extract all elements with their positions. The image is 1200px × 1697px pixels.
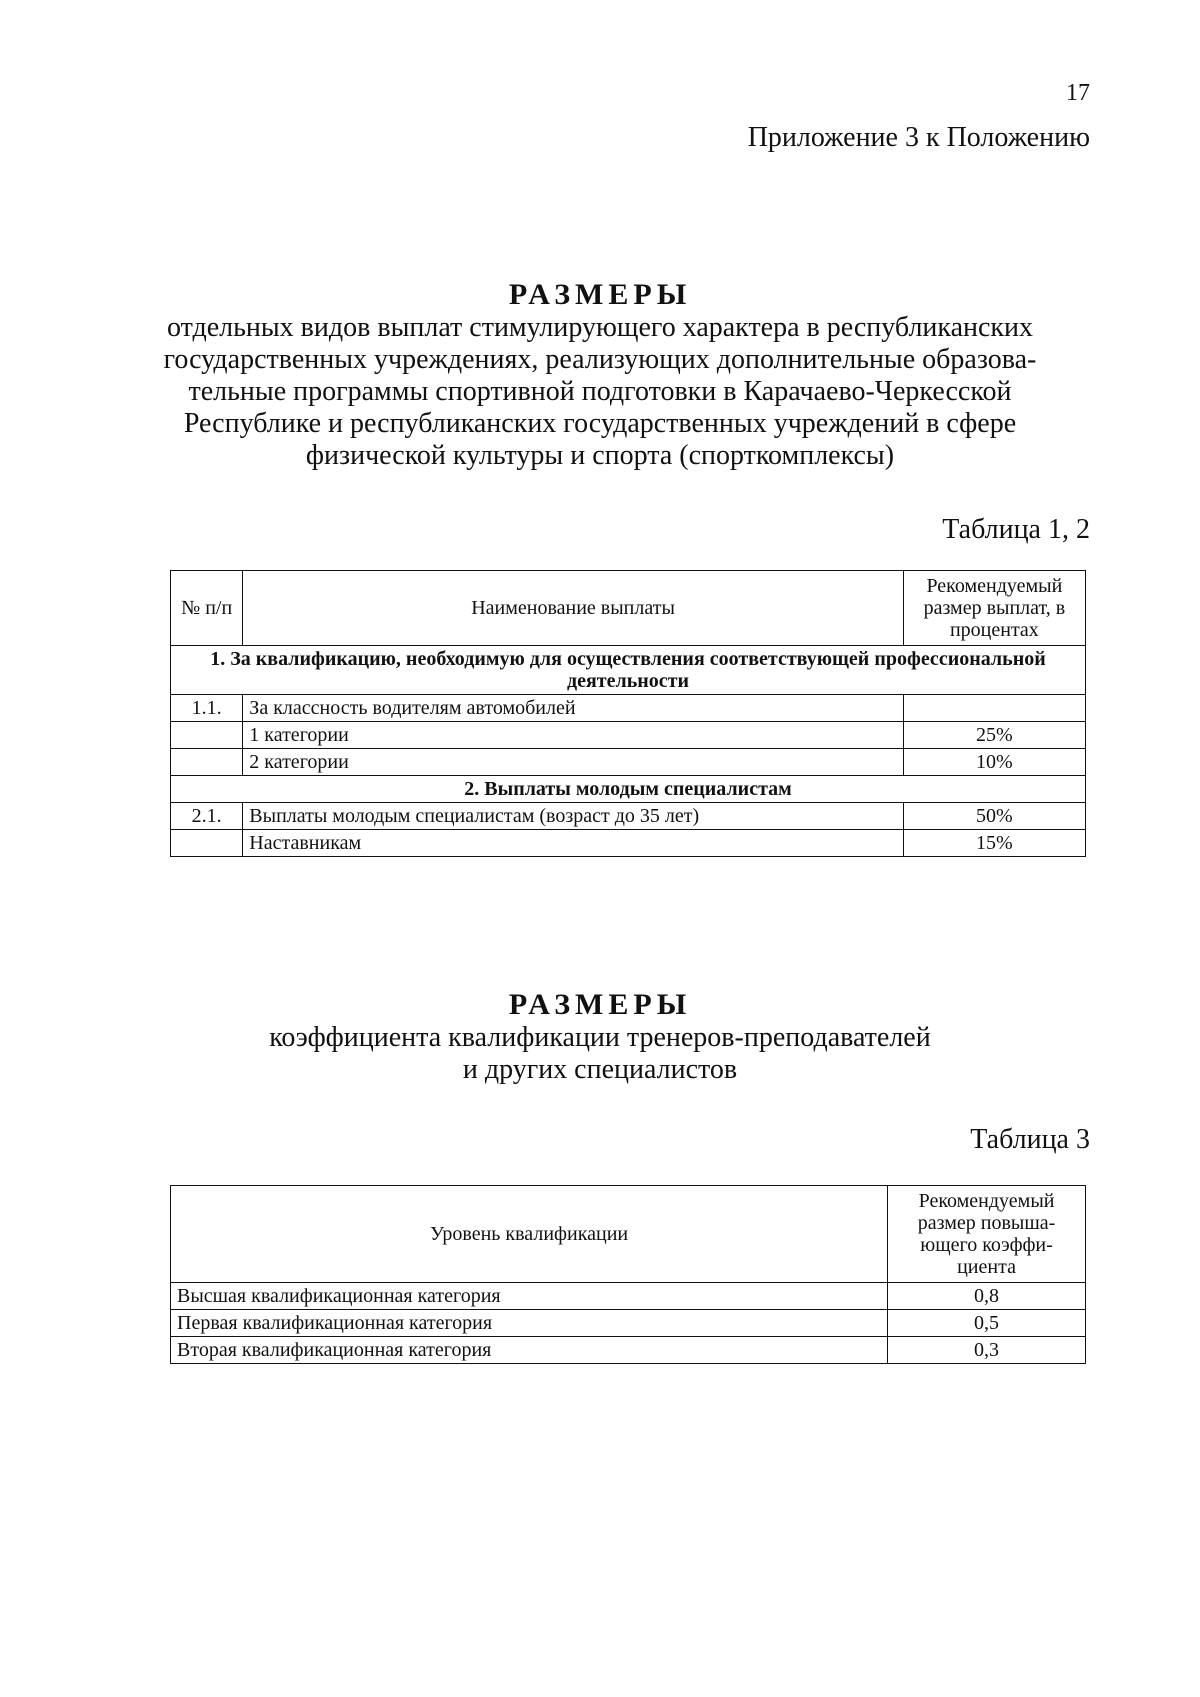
cell-value: 15% (903, 830, 1085, 857)
table-row (171, 722, 1086, 749)
cell-value: 25% (903, 722, 1085, 749)
section2-subtitle-line: коэффициента квалификации тренеров-преподавателей (269, 1022, 931, 1053)
table-row (171, 803, 1086, 830)
cell-value: 50% (903, 803, 1085, 830)
cell-value (903, 695, 1085, 722)
section2-heading (0, 988, 1200, 1086)
table-row (171, 695, 1086, 722)
header-value: Рекомендуемый размер выплат, в процентах (903, 571, 1085, 646)
cell-name: За классность водителям автомобилей (243, 695, 903, 722)
section1-heading (0, 278, 1200, 472)
table-header-row (171, 1186, 1086, 1283)
table-row (171, 749, 1086, 776)
cell-num (171, 749, 243, 776)
page-number: 17 (1066, 80, 1090, 106)
section-title-qualification: 1. За квалификацию, необходимую для осуществления соответствующей профессиональной деятельности (171, 646, 1086, 695)
cell-name: 1 категории (243, 722, 903, 749)
section1-title: РАЗМЕРЫ (508, 278, 692, 311)
header-num: № п/п (171, 571, 243, 646)
cell-level: Высшая квалификационная категория (171, 1283, 888, 1310)
section1-subtitle-line: государственных учреждениях, реализующих дополнительные образова- (163, 344, 1037, 375)
header-value: Рекомендуемый размер повыша-ющего коэффи-циента (888, 1186, 1086, 1283)
section2-title: РАЗМЕРЫ (508, 988, 692, 1021)
cell-level: Вторая квалификационная категория (171, 1337, 888, 1364)
table-row (171, 830, 1086, 857)
header-level: Уровень квалификации (171, 1186, 888, 1283)
cell-name: Выплаты молодым специалистам (возраст до 35 лет) (243, 803, 903, 830)
table-section-row (171, 646, 1086, 695)
table1-label: Таблица 1, 2 (942, 514, 1090, 545)
cell-value: 0,5 (888, 1310, 1086, 1337)
payments-table (170, 570, 1086, 857)
table-header-row (171, 571, 1086, 646)
cell-value: 0,8 (888, 1283, 1086, 1310)
table-section-row (171, 776, 1086, 803)
cell-num: 1.1. (171, 695, 243, 722)
cell-value: 10% (903, 749, 1085, 776)
section1-subtitle-line: Республике и республиканских государственных учреждений в сфере (183, 408, 1017, 439)
table-row (171, 1310, 1086, 1337)
section1-subtitle-line: тельные программы спортивной подготовки в Карачаево-Черкесской (188, 376, 1012, 407)
qualification-table (170, 1185, 1086, 1364)
cell-value: 0,3 (888, 1337, 1086, 1364)
section1-subtitle-line: физической культуры и спорта (спорткомплексы) (305, 440, 895, 471)
cell-num: 2.1. (171, 803, 243, 830)
table-row (171, 1283, 1086, 1310)
cell-level: Первая квалификационная категория (171, 1310, 888, 1337)
section2-subtitle-line: и других специалистов (462, 1054, 738, 1085)
section-title-young-specialists: 2. Выплаты молодым специалистам (171, 776, 1086, 803)
cell-name: Наставникам (243, 830, 903, 857)
table3-label: Таблица 3 (970, 1124, 1090, 1155)
cell-name: 2 категории (243, 749, 903, 776)
appendix-label: Приложение 3 к Положению (747, 122, 1090, 153)
cell-num (171, 722, 243, 749)
header-name: Наименование выплаты (243, 571, 903, 646)
section1-subtitle-line: отдельных видов выплат стимулирующего характера в республиканских (166, 312, 1034, 343)
table-row (171, 1337, 1086, 1364)
cell-num (171, 830, 243, 857)
